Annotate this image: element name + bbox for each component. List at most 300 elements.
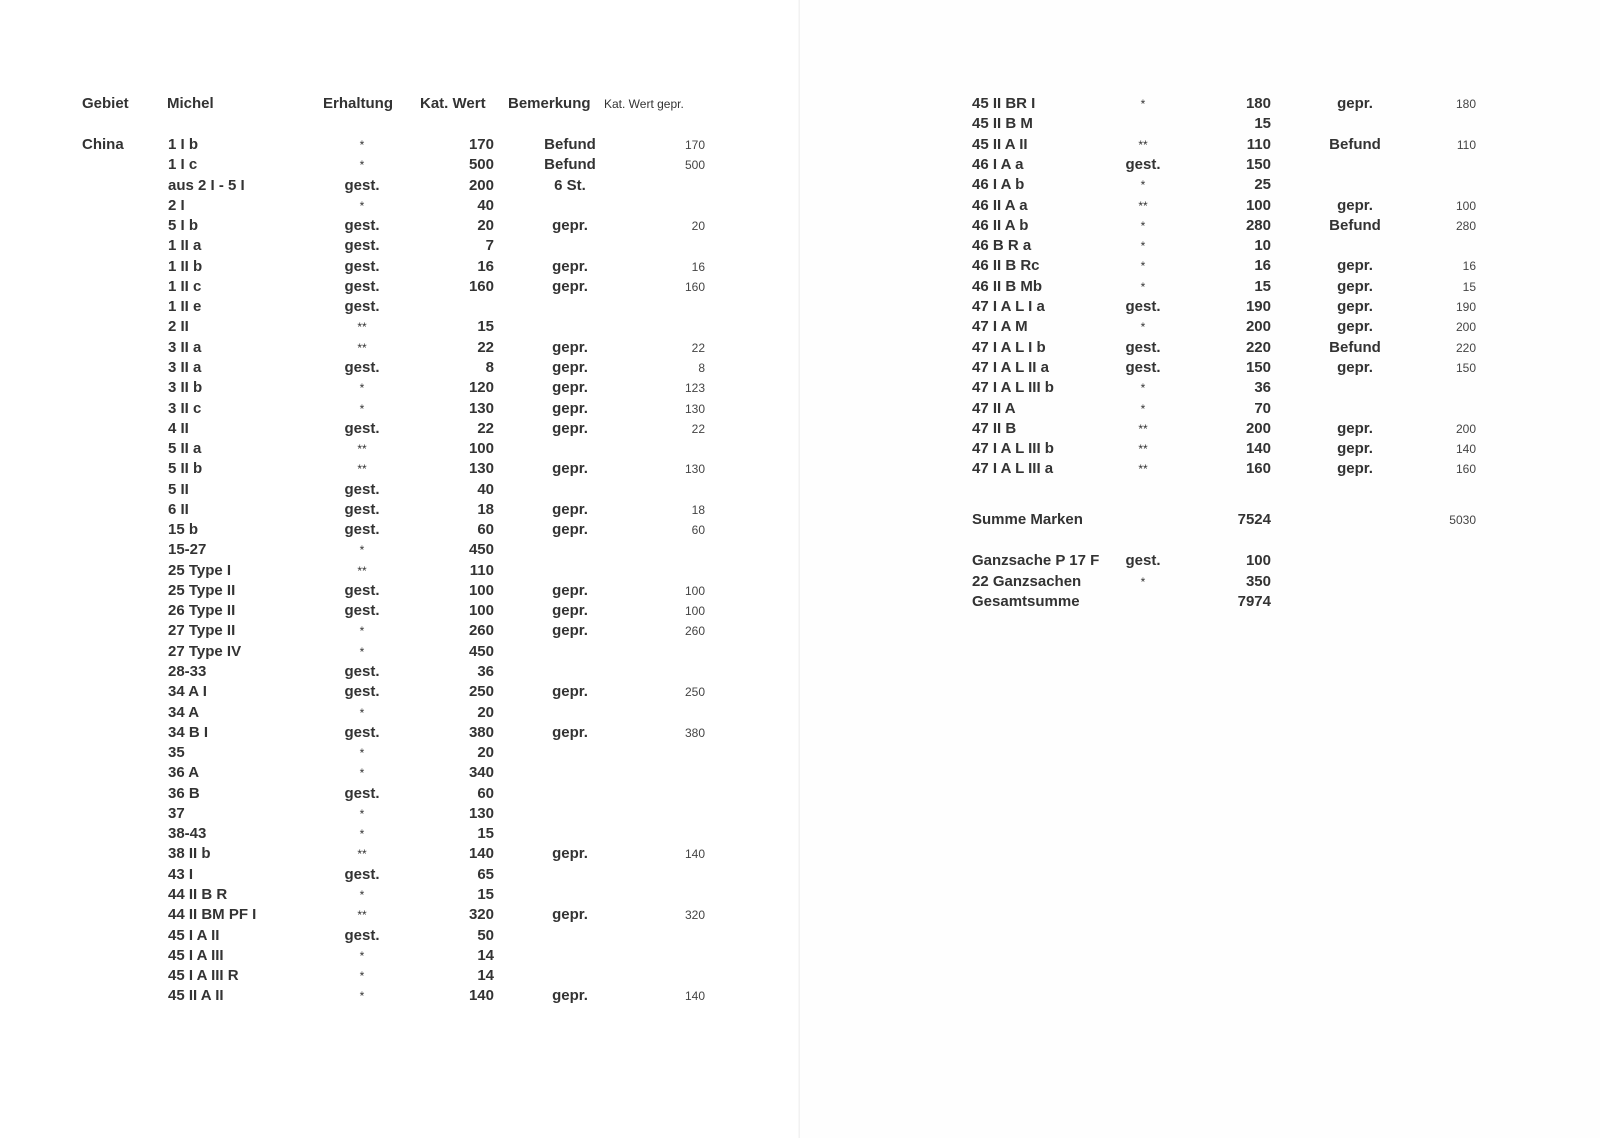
cell-kat-wert-gepr: 22 — [691, 422, 705, 436]
cell-michel: 2 II — [168, 318, 189, 335]
cell-michel: 2 I — [168, 197, 185, 214]
header-kat-wert-gepr: Kat. Wert gepr. — [604, 97, 684, 111]
cell-bemerkung: gepr. — [552, 906, 588, 923]
cell-erhaltung: gest. — [344, 663, 380, 680]
cell-erhaltung: * — [359, 543, 365, 557]
cell-kat-wert: 160 — [1245, 460, 1271, 477]
cell-erhaltung: ** — [1138, 462, 1148, 476]
table-row — [800, 358, 1600, 378]
table-row — [0, 155, 800, 175]
cell-erhaltung: * — [359, 138, 365, 152]
cell-kat-wert: 500 — [468, 156, 494, 173]
cell-michel: aus 2 I - 5 I — [168, 177, 245, 194]
cell-kat-wert-gepr: 16 — [1462, 259, 1476, 273]
table-row — [0, 581, 800, 601]
cell-kat-wert: 140 — [468, 987, 494, 1004]
table-row — [800, 297, 1600, 317]
table-header — [0, 94, 800, 114]
cell-michel: 15 b — [168, 521, 199, 538]
cell-bemerkung: Befund — [1329, 339, 1381, 356]
cell-bemerkung: gepr. — [552, 622, 588, 639]
cell-kat-wert-gepr: 110 — [1456, 138, 1476, 152]
table-row — [0, 277, 800, 297]
cell-erhaltung: gest. — [344, 521, 380, 538]
cell-michel: 46 II A b — [972, 217, 1029, 234]
table-row — [0, 865, 800, 885]
table-row — [0, 946, 800, 966]
table-row — [800, 155, 1600, 175]
cell-bemerkung: gepr. — [1337, 278, 1373, 295]
ganzsachen-label: 22 Ganzsachen — [972, 573, 1082, 590]
cell-michel: 47 I A L III b — [972, 440, 1054, 457]
cell-bemerkung: gepr. — [1337, 359, 1373, 376]
cell-gebiet: China — [82, 136, 124, 153]
cell-erhaltung: gest. — [1125, 359, 1161, 376]
cell-kat-wert: 8 — [485, 359, 494, 376]
cell-michel: 5 I b — [168, 217, 199, 234]
cell-michel: 1 I c — [168, 156, 198, 173]
cell-bemerkung: gepr. — [552, 379, 588, 396]
cell-bemerkung: gepr. — [1337, 257, 1373, 274]
cell-michel: 4 II — [168, 420, 189, 437]
cell-kat-wert: 15 — [477, 318, 494, 335]
cell-michel: 6 II — [168, 501, 189, 518]
table-row — [800, 459, 1600, 479]
table-row — [0, 500, 800, 520]
cell-bemerkung: gepr. — [1337, 197, 1373, 214]
cell-erhaltung: gest. — [344, 278, 380, 295]
gesamt-row — [800, 592, 1600, 612]
cell-erhaltung: ** — [357, 462, 367, 476]
table-row — [0, 804, 800, 824]
cell-kat-wert: 14 — [477, 947, 494, 964]
cell-kat-wert: 150 — [1245, 359, 1271, 376]
cell-kat-wert-gepr: 500 — [684, 158, 705, 172]
cell-kat-wert: 190 — [1245, 298, 1271, 315]
cell-bemerkung: gepr. — [552, 521, 588, 538]
cell-kat-wert: 250 — [468, 683, 494, 700]
cell-michel: 25 Type II — [168, 582, 236, 599]
cell-michel: 35 — [168, 744, 185, 761]
cell-kat-wert-gepr: 220 — [1455, 341, 1476, 355]
table-row — [0, 703, 800, 723]
cell-kat-wert: 220 — [1245, 339, 1271, 356]
cell-bemerkung: gepr. — [552, 683, 588, 700]
table-row — [800, 196, 1600, 216]
cell-michel: 47 II B — [972, 420, 1017, 437]
cell-kat-wert-gepr: 20 — [691, 219, 705, 233]
cell-erhaltung: gest. — [344, 217, 380, 234]
table-row — [0, 723, 800, 743]
cell-michel: 47 I A M — [972, 318, 1028, 335]
cell-kat-wert: 7 — [485, 237, 494, 254]
gesamt-label: Gesamtsumme — [972, 593, 1080, 610]
cell-michel: 46 I A a — [972, 156, 1024, 173]
cell-erhaltung: gest. — [344, 602, 380, 619]
cell-bemerkung: gepr. — [552, 602, 588, 619]
table-row — [0, 885, 800, 905]
cell-michel: 47 I A L I a — [972, 298, 1045, 315]
cell-kat-wert-gepr: 190 — [1455, 300, 1476, 314]
cell-bemerkung: gepr. — [552, 845, 588, 862]
cell-kat-wert: 36 — [1254, 379, 1271, 396]
cell-erhaltung: * — [359, 766, 365, 780]
table-row — [800, 236, 1600, 256]
cell-kat-wert-gepr: 22 — [691, 341, 705, 355]
table-row — [0, 540, 800, 560]
cell-michel: 38 II b — [168, 845, 211, 862]
cell-michel: 44 II B R — [168, 886, 228, 903]
cell-kat-wert: 110 — [469, 562, 494, 579]
cell-erhaltung: ** — [357, 442, 367, 456]
cell-bemerkung: gepr. — [1337, 420, 1373, 437]
cell-bemerkung: Befund — [1329, 217, 1381, 234]
cell-michel: 26 Type II — [168, 602, 236, 619]
cell-michel: 27 Type II — [168, 622, 236, 639]
cell-erhaltung: gest. — [1125, 156, 1161, 173]
cell-michel: 47 I A L I b — [972, 339, 1046, 356]
cell-kat-wert-gepr: 140 — [684, 847, 705, 861]
cell-erhaltung: * — [1140, 97, 1146, 111]
cell-kat-wert: 120 — [468, 379, 494, 396]
cell-michel: 43 I — [168, 866, 194, 883]
cell-erhaltung: gest. — [344, 927, 380, 944]
cell-kat-wert: 200 — [1245, 318, 1271, 335]
table-row — [800, 419, 1600, 439]
cell-kat-wert: 170 — [468, 136, 494, 153]
table-row — [0, 662, 800, 682]
cell-michel: 3 II c — [168, 400, 202, 417]
cell-kat-wert: 140 — [1245, 440, 1271, 457]
table-row — [800, 439, 1600, 459]
cell-michel: 45 I A III R — [168, 967, 239, 984]
cell-erhaltung: * — [359, 989, 365, 1003]
cell-erhaltung: * — [359, 645, 365, 659]
table-row — [800, 94, 1600, 114]
cell-erhaltung: * — [359, 888, 365, 902]
cell-bemerkung: gepr. — [552, 724, 588, 741]
table-row — [0, 480, 800, 500]
table-row — [0, 621, 800, 641]
gesamt-wert: 7974 — [1237, 593, 1271, 610]
cell-michel: 36 B — [168, 785, 200, 802]
cell-erhaltung: gest. — [1125, 298, 1161, 315]
cell-erhaltung: * — [1140, 280, 1146, 294]
summe-gepr: 5030 — [1449, 513, 1476, 527]
cell-kat-wert: 10 — [1254, 237, 1271, 254]
cell-kat-wert-gepr: 140 — [684, 989, 705, 1003]
cell-kat-wert: 100 — [468, 440, 494, 457]
cell-michel: 47 II A — [972, 400, 1016, 417]
cell-erhaltung: * — [359, 746, 365, 760]
cell-kat-wert: 25 — [1254, 176, 1271, 193]
cell-michel: 45 II A II — [168, 987, 224, 1004]
cell-bemerkung: gepr. — [552, 501, 588, 518]
cell-michel: 5 II — [168, 481, 189, 498]
summe-row — [800, 510, 1600, 530]
cell-erhaltung: * — [1140, 239, 1146, 253]
cell-michel: 15-27 — [168, 541, 207, 558]
cell-kat-wert: 180 — [1245, 95, 1271, 112]
table-row — [0, 926, 800, 946]
table-row — [0, 419, 800, 439]
cell-kat-wert: 60 — [477, 521, 494, 538]
summe-label: Summe Marken — [972, 511, 1083, 528]
cell-kat-wert: 18 — [477, 501, 494, 518]
cell-kat-wert: 260 — [468, 622, 494, 639]
cell-michel: 5 II b — [168, 460, 203, 477]
table-row — [0, 986, 800, 1006]
cell-kat-wert-gepr: 15 — [1462, 280, 1476, 294]
cell-erhaltung: ** — [1138, 138, 1148, 152]
ganzsachen-row — [800, 572, 1600, 592]
cell-bemerkung: gepr. — [552, 582, 588, 599]
cell-erhaltung: * — [1140, 259, 1146, 273]
cell-kat-wert: 20 — [477, 217, 494, 234]
cell-kat-wert: 130 — [468, 805, 494, 822]
cell-kat-wert: 65 — [477, 866, 494, 883]
ganzsache-label: Ganzsache P 17 F — [972, 552, 1100, 569]
table-row — [800, 277, 1600, 297]
cell-erhaltung: * — [359, 706, 365, 720]
cell-michel: 47 I A L III b — [972, 379, 1054, 396]
cell-kat-wert: 15 — [1254, 115, 1271, 132]
cell-michel: 46 II B Rc — [972, 257, 1040, 274]
table-row — [0, 196, 800, 216]
cell-erhaltung: * — [359, 158, 365, 172]
cell-michel: 5 II a — [168, 440, 202, 457]
cell-kat-wert: 15 — [477, 825, 494, 842]
cell-kat-wert: 20 — [477, 744, 494, 761]
cell-michel: 1 II c — [168, 278, 202, 295]
ganzsache-row — [800, 551, 1600, 571]
cell-erhaltung: * — [359, 624, 365, 638]
cell-kat-wert-gepr: 130 — [684, 462, 705, 476]
cell-bemerkung: gepr. — [552, 217, 588, 234]
cell-michel: 36 A — [168, 764, 200, 781]
table-row — [0, 257, 800, 277]
table-row — [800, 399, 1600, 419]
cell-erhaltung: * — [359, 199, 365, 213]
cell-erhaltung: * — [1140, 178, 1146, 192]
cell-kat-wert-gepr: 140 — [1455, 442, 1476, 456]
table-row — [0, 844, 800, 864]
cell-michel: 47 I A L III a — [972, 460, 1054, 477]
cell-kat-wert: 15 — [1254, 278, 1271, 295]
table-row — [0, 682, 800, 702]
cell-kat-wert-gepr: 123 — [684, 381, 705, 395]
cell-kat-wert: 100 — [468, 602, 494, 619]
cell-bemerkung: gepr. — [1337, 440, 1373, 457]
cell-michel: 44 II BM PF I — [168, 906, 257, 923]
cell-erhaltung: * — [1140, 402, 1146, 416]
cell-michel: 28-33 — [168, 663, 207, 680]
cell-michel: 34 A — [168, 704, 200, 721]
header-gebiet: Gebiet — [82, 95, 129, 112]
cell-michel: 34 A I — [168, 683, 207, 700]
table-row — [800, 114, 1600, 134]
cell-kat-wert-gepr: 8 — [698, 361, 705, 375]
ganzsache-erh: gest. — [1125, 552, 1161, 569]
cell-michel: 45 I A II — [168, 927, 220, 944]
cell-erhaltung: ** — [1138, 199, 1148, 213]
cell-erhaltung: gest. — [344, 237, 380, 254]
cell-michel: 1 II a — [168, 237, 202, 254]
cell-erhaltung: gest. — [344, 501, 380, 518]
cell-erhaltung: gest. — [344, 420, 380, 437]
cell-erhaltung: ** — [1138, 422, 1148, 436]
cell-erhaltung: * — [359, 969, 365, 983]
header-michel: Michel — [167, 95, 214, 112]
cell-kat-wert-gepr: 200 — [1455, 320, 1476, 334]
cell-erhaltung: ** — [357, 320, 367, 334]
cell-michel: 46 I A b — [972, 176, 1025, 193]
cell-michel: 3 II a — [168, 339, 202, 356]
cell-erhaltung: * — [1140, 381, 1146, 395]
cell-bemerkung: gepr. — [552, 278, 588, 295]
cell-bemerkung: gepr. — [1337, 460, 1373, 477]
table-row — [0, 378, 800, 398]
cell-bemerkung: gepr. — [552, 420, 588, 437]
cell-michel: 3 II a — [168, 359, 202, 376]
cell-erhaltung: gest. — [344, 724, 380, 741]
cell-bemerkung: gepr. — [552, 400, 588, 417]
cell-bemerkung: gepr. — [552, 339, 588, 356]
cell-kat-wert: 16 — [1254, 257, 1271, 274]
cell-erhaltung: gest. — [344, 785, 380, 802]
table-row — [0, 338, 800, 358]
cell-bemerkung: 6 St. — [554, 177, 586, 194]
cell-erhaltung: * — [1140, 219, 1146, 233]
cell-bemerkung: Befund — [544, 136, 596, 153]
cell-michel: 3 II b — [168, 379, 203, 396]
table-row — [800, 338, 1600, 358]
table-row — [800, 175, 1600, 195]
cell-kat-wert-gepr: 170 — [684, 138, 705, 152]
cell-kat-wert-gepr: 380 — [684, 726, 705, 740]
cell-kat-wert: 450 — [468, 643, 494, 660]
cell-michel: 46 B R a — [972, 237, 1032, 254]
table-row — [0, 601, 800, 621]
cell-michel: 45 II BR I — [972, 95, 1036, 112]
table-row — [0, 905, 800, 925]
cell-michel: 45 II A II — [972, 136, 1028, 153]
cell-erhaltung: gest. — [344, 481, 380, 498]
cell-kat-wert: 110 — [1246, 136, 1271, 153]
table-row — [0, 520, 800, 540]
cell-kat-wert-gepr: 160 — [1455, 462, 1476, 476]
cell-erhaltung: * — [359, 807, 365, 821]
cell-bemerkung: Befund — [544, 156, 596, 173]
table-row — [0, 176, 800, 196]
cell-erhaltung: gest. — [344, 177, 380, 194]
summe-wert: 7524 — [1237, 511, 1271, 528]
table-row — [0, 297, 800, 317]
header-erhaltung: Erhaltung — [323, 95, 393, 112]
cell-michel: 34 B I — [168, 724, 209, 741]
cell-kat-wert: 160 — [468, 278, 494, 295]
ganzsachen-erh: * — [1140, 575, 1146, 589]
cell-erhaltung: gest. — [344, 359, 380, 376]
cell-michel: 47 I A L II a — [972, 359, 1049, 376]
cell-erhaltung: * — [359, 827, 365, 841]
table-row — [0, 743, 800, 763]
cell-kat-wert: 200 — [1245, 420, 1271, 437]
cell-kat-wert: 100 — [1245, 197, 1271, 214]
cell-bemerkung: gepr. — [552, 987, 588, 1004]
cell-michel: 37 — [168, 805, 185, 822]
cell-erhaltung: gest. — [344, 582, 380, 599]
cell-kat-wert: 50 — [477, 927, 494, 944]
cell-kat-wert: 40 — [477, 481, 494, 498]
cell-kat-wert: 150 — [1245, 156, 1271, 173]
cell-erhaltung: ** — [357, 847, 367, 861]
cell-kat-wert-gepr: 280 — [1455, 219, 1476, 233]
cell-kat-wert: 22 — [477, 420, 494, 437]
cell-kat-wert-gepr: 100 — [684, 604, 705, 618]
cell-michel: 46 II A a — [972, 197, 1028, 214]
ganzsachen-wert: 350 — [1245, 573, 1271, 590]
table-row — [0, 824, 800, 844]
cell-bemerkung: Befund — [1329, 136, 1381, 153]
cell-kat-wert: 380 — [468, 724, 494, 741]
cell-kat-wert-gepr: 160 — [684, 280, 705, 294]
cell-kat-wert-gepr: 320 — [684, 908, 705, 922]
table-row — [0, 966, 800, 986]
cell-kat-wert: 100 — [468, 582, 494, 599]
cell-kat-wert: 16 — [477, 258, 494, 275]
table-row — [0, 216, 800, 236]
cell-kat-wert: 40 — [477, 197, 494, 214]
cell-kat-wert: 60 — [477, 785, 494, 802]
cell-erhaltung: * — [1140, 320, 1146, 334]
cell-kat-wert-gepr: 180 — [1455, 97, 1476, 111]
cell-erhaltung: ** — [357, 908, 367, 922]
cell-kat-wert-gepr: 18 — [691, 503, 705, 517]
table-row — [800, 317, 1600, 337]
header-bemerkung: Bemerkung — [508, 95, 591, 112]
table-row — [0, 439, 800, 459]
cell-kat-wert-gepr: 130 — [684, 402, 705, 416]
table-row — [0, 399, 800, 419]
cell-erhaltung: ** — [357, 341, 367, 355]
cell-erhaltung: * — [359, 402, 365, 416]
cell-michel: 27 Type IV — [168, 643, 242, 660]
header-kat-wert: Kat. Wert — [420, 95, 486, 112]
cell-michel: 46 II B Mb — [972, 278, 1043, 295]
table-row — [800, 256, 1600, 276]
cell-michel: 45 II B M — [972, 115, 1033, 132]
cell-michel: 1 II e — [168, 298, 202, 315]
cell-kat-wert: 36 — [477, 663, 494, 680]
cell-kat-wert-gepr: 200 — [1455, 422, 1476, 436]
table-row — [0, 784, 800, 804]
cell-erhaltung: * — [359, 949, 365, 963]
cell-michel: 45 I A III — [168, 947, 224, 964]
cell-erhaltung: gest. — [1125, 339, 1161, 356]
cell-bemerkung: gepr. — [552, 359, 588, 376]
cell-kat-wert: 340 — [468, 764, 494, 781]
cell-bemerkung: gepr. — [1337, 318, 1373, 335]
cell-kat-wert: 20 — [477, 704, 494, 721]
cell-kat-wert: 130 — [468, 400, 494, 417]
cell-kat-wert-gepr: 250 — [684, 685, 705, 699]
cell-kat-wert: 14 — [477, 967, 494, 984]
cell-kat-wert: 15 — [477, 886, 494, 903]
table-row — [0, 236, 800, 256]
cell-kat-wert-gepr: 100 — [684, 584, 705, 598]
cell-michel: 1 I b — [168, 136, 199, 153]
